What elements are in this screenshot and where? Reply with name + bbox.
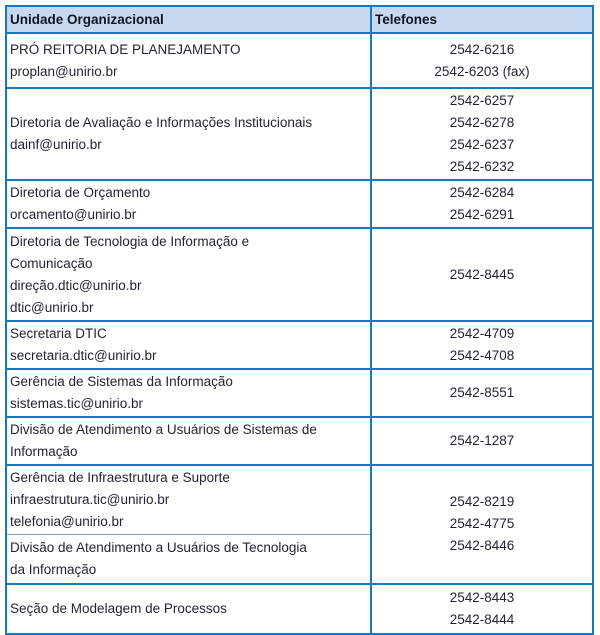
unit-cell xyxy=(6,535,371,584)
phone-number: 2542-8443 xyxy=(449,589,515,605)
table-row xyxy=(6,369,593,417)
unit-name: Divisão de Atendimento a Usuários de Sistemas de xyxy=(10,422,317,437)
phone-number: 2542-6232 xyxy=(449,159,515,174)
column-header-phones: Telefones xyxy=(371,6,593,33)
phone-number: 2542-8444 xyxy=(449,611,515,627)
unit-name: Divisão de Atendimento a Usuários de Tecnologia xyxy=(10,539,307,555)
phone-number: 2542-8446 xyxy=(449,538,515,554)
phone-directory-table xyxy=(5,5,594,635)
table-row xyxy=(6,465,593,535)
phone-number: 2542-6203 (fax) xyxy=(434,63,530,79)
phone-number: 2542-6237 xyxy=(449,137,515,152)
unit-cell xyxy=(6,180,371,228)
phones-cell-merged xyxy=(371,465,593,584)
table-row xyxy=(6,321,593,369)
email-text: telefonia@unirio.br xyxy=(10,514,124,529)
unit-cell xyxy=(6,33,371,88)
unit-cell xyxy=(6,417,371,465)
phones-cell xyxy=(371,228,593,321)
column-header-unit: Unidade Organizacional xyxy=(6,6,371,33)
unit-name: da Informação xyxy=(10,561,97,577)
unit-name: Gerência de Infraestrutura e Suporte xyxy=(10,470,230,485)
phones-cell xyxy=(371,180,593,228)
email-text: orcamento@unirio.br xyxy=(10,207,137,222)
table-row xyxy=(6,584,593,634)
phone-number: 2542-8219 xyxy=(449,494,515,510)
unit-name: Informação xyxy=(10,444,78,459)
unit-name: Comunicação xyxy=(10,255,93,271)
email-text: proplan@unirio.br xyxy=(10,63,118,79)
unit-cell xyxy=(6,584,371,634)
phone-number: 2542-4709 xyxy=(449,326,515,341)
phone-number: 2542-6284 xyxy=(449,185,515,200)
phones-cell xyxy=(371,88,593,180)
table-row xyxy=(6,33,593,88)
email-text: dainf@unirio.br xyxy=(10,137,102,152)
phone-number: 2542-6216 xyxy=(449,41,515,57)
phones-cell xyxy=(371,369,593,417)
email-text: direção.dtic@unirio.br xyxy=(10,277,142,293)
phone-number: 2542-8551 xyxy=(449,385,515,400)
unit-name: Secretaria DTIC xyxy=(10,326,107,341)
unit-cell xyxy=(6,369,371,417)
phone-number: 2542-8445 xyxy=(449,266,515,282)
unit-name: PRÓ REITORIA DE PLANEJAMENTO xyxy=(10,41,241,57)
unit-name: Diretoria de Avaliação e Informações Institucionais xyxy=(10,115,313,130)
unit-name: Diretoria de Tecnologia de Informação e xyxy=(10,233,250,249)
header-row xyxy=(6,6,593,33)
table-row xyxy=(6,88,593,180)
unit-cell xyxy=(6,228,371,321)
phone-number: 2542-6291 xyxy=(449,207,515,222)
email-text: dtic@unirio.br xyxy=(10,299,94,315)
unit-name: Gerência de Sistemas da Informação xyxy=(10,374,233,389)
email-text: sistemas.tic@unirio.br xyxy=(10,396,143,411)
table-row xyxy=(6,228,593,321)
table-row xyxy=(6,180,593,228)
phones-cell xyxy=(371,321,593,369)
phones-cell xyxy=(371,33,593,88)
unit-name: Diretoria de Orçamento xyxy=(10,185,151,200)
email-text: infraestrutura.tic@unirio.br xyxy=(10,492,170,507)
phones-cell xyxy=(371,584,593,634)
phone-number: 2542-4708 xyxy=(449,348,515,363)
unit-cell xyxy=(6,88,371,180)
unit-name: Seção de Modelagem de Processos xyxy=(10,600,227,616)
phones-cell xyxy=(371,417,593,465)
phone-number: 2542-6257 xyxy=(449,93,515,108)
email-text: secretaria.dtic@unirio.br xyxy=(10,348,157,363)
unit-cell xyxy=(6,465,371,535)
unit-cell xyxy=(6,321,371,369)
phone-number: 2542-6278 xyxy=(449,115,515,130)
phone-number: 2542-1287 xyxy=(449,433,515,448)
phone-number: 2542-4775 xyxy=(449,516,515,532)
table-row xyxy=(6,417,593,465)
